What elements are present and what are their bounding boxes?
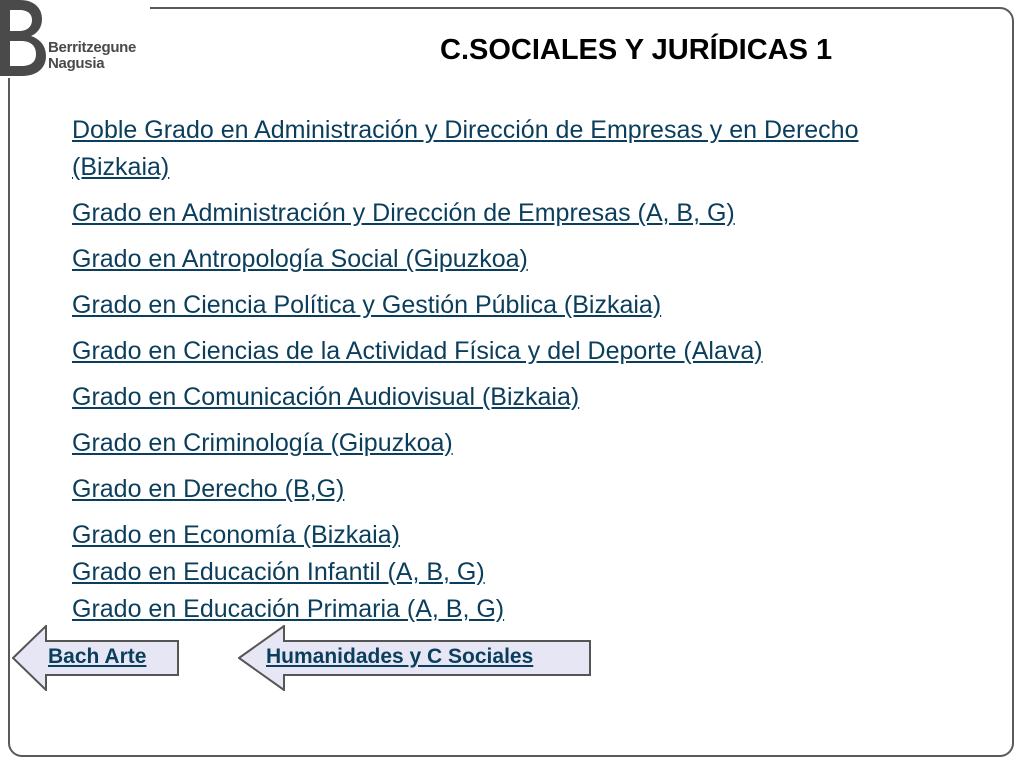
- program-link-ciencia-politica[interactable]: Grado en Ciencia Política y Gestión Pública (Bizkaia): [72, 291, 662, 319]
- program-link-infantil[interactable]: Grado en Educación Infantil (A, B, G): [72, 558, 485, 586]
- logo: [0, 0, 150, 78]
- list-item: [72, 333, 952, 370]
- logo-line1: Berritzegune: [48, 39, 137, 56]
- list-item: [72, 591, 952, 628]
- list-item: [72, 112, 952, 186]
- list-item: [72, 195, 952, 232]
- program-link-derecho[interactable]: Grado en Derecho (B,G): [72, 475, 345, 503]
- list-item: [72, 241, 952, 278]
- list-item: [72, 379, 952, 416]
- back-bach-arte-label[interactable]: Bach Arte: [48, 645, 147, 668]
- list-item: [72, 287, 952, 324]
- program-link-antropologia[interactable]: Grado en Antropología Social (Gipuzkoa): [72, 245, 528, 273]
- program-link-ade-derecho[interactable]: Doble Grado en Administración y Dirección de Empresas y en Derecho (Bizkaia): [72, 116, 859, 181]
- program-link-primaria[interactable]: Grado en Educación Primaria (A, B, G): [72, 595, 505, 623]
- program-link-criminologia[interactable]: Grado en Criminología (Gipuzkoa): [72, 429, 453, 457]
- program-link-deporte[interactable]: Grado en Ciencias de la Actividad Física y del Deporte (Alava): [72, 337, 763, 365]
- logo-text: [48, 40, 136, 72]
- list-item: [72, 554, 952, 591]
- program-link-economia[interactable]: Grado en Economía (Bizkaia): [72, 521, 400, 549]
- logo-line2: Nagusia: [48, 55, 105, 72]
- list-item: [72, 517, 952, 554]
- back-humanidades-label[interactable]: Humanidades y C Sociales: [266, 645, 534, 668]
- page-title: C.SOCIALES Y JURÍDICAS 1: [440, 34, 833, 66]
- program-link-ade[interactable]: Grado en Administración y Dirección de Empresas (A, B, G): [72, 199, 735, 227]
- logo-b-mark: [0, 0, 46, 76]
- list-item: [72, 425, 952, 462]
- back-bach-arte-button[interactable]: [12, 625, 180, 691]
- program-link-comunicacion[interactable]: Grado en Comunicación Audiovisual (Bizkaia): [72, 383, 580, 411]
- list-item: [72, 471, 952, 508]
- back-humanidades-button[interactable]: [238, 625, 592, 691]
- program-list: [72, 112, 952, 628]
